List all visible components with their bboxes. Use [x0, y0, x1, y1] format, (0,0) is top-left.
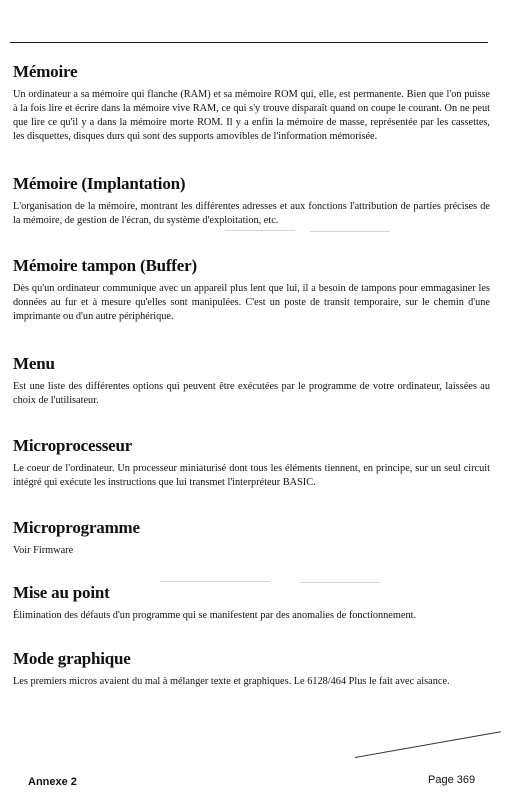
footer-rule [355, 731, 501, 758]
entry-microprogramme [13, 518, 490, 558]
scan-noise [160, 581, 270, 582]
entry-text: L'organisation de la mémoire, montrant les différentes adresses et aux fonctions l'attribution de parties précises de la mémoire, de gestion de l'écran, du système d'exploitation, etc. [13, 201, 490, 226]
scan-noise [225, 230, 295, 231]
entry-memoire [13, 62, 490, 144]
footer-section-label: Annexe 2 [28, 776, 77, 788]
entry-title: Mémoire [13, 62, 78, 81]
entry-memoire-implantation [13, 174, 490, 228]
scan-noise [300, 582, 380, 583]
entry-text: Élimination des défauts d'un programme qui se manifestent par des anomalies de fonctionnement. [13, 610, 417, 621]
page-number: Page 369 [428, 774, 476, 786]
entry-title: Menu [13, 354, 55, 373]
entry-mise-au-point [13, 583, 490, 623]
glossary-content [13, 62, 490, 689]
entry-title: Microprogramme [13, 518, 140, 537]
entry-menu [13, 354, 490, 408]
entry-text: Voir Firmware [13, 545, 74, 556]
entry-title: Mode graphique [13, 649, 131, 668]
entry-title: Mémoire (Implantation) [13, 174, 186, 193]
entry-title: Mémoire tampon (Buffer) [13, 256, 197, 275]
top-rule [10, 42, 488, 43]
entry-memoire-tampon [13, 256, 490, 324]
entry-text: Est une liste des différentes options qui peuvent être exécutées par le programme de votre ordinateur, laissées au choix de l'utilisateur. [13, 381, 490, 406]
entry-title: Microprocesseur [13, 436, 133, 455]
entry-title: Mise au point [13, 583, 110, 602]
scan-noise [310, 231, 390, 232]
entry-text: Les premiers micros avaient du mal à mélanger texte et graphiques. Le 6128/464 Plus le fait avec aisance. [13, 676, 450, 687]
entry-mode-graphique [13, 649, 490, 689]
entry-microprocesseur [13, 436, 490, 490]
entry-text: Dès qu'un ordinateur communique avec un appareil plus lent que lui, il a besoin de tampons pour emmagasiner les données au fur et à mesure qu'elles sont manipulées. C'est un poste de transit temporaire, sur le chemin d'une imprimante ou d'un autre périphérique. [13, 283, 490, 322]
entry-text: Le coeur de l'ordinateur. Un processeur miniaturisé dont tous les éléments tiennent, en principe, sur un seul circuit intégré qui exécute les instructions que lui transmet l'interpréteur BASIC. [13, 463, 490, 488]
entry-text: Un ordinateur a sa mémoire qui flanche (RAM) et sa mémoire ROM qui, elle, est permanente. Bien que l'on puisse à la fois lire et écrire dans la mémoire vive RAM, ce qui s'y trouve disparaît quand on coupe le courant. On ne peut que lire ce qu'il y a dans la mémoire morte ROM. Il y a enfin la mémoire de masse, représentée par les cassettes, les disquettes, disques durs qui sont des supports amovibles de l'information mémorisée. [13, 89, 490, 142]
